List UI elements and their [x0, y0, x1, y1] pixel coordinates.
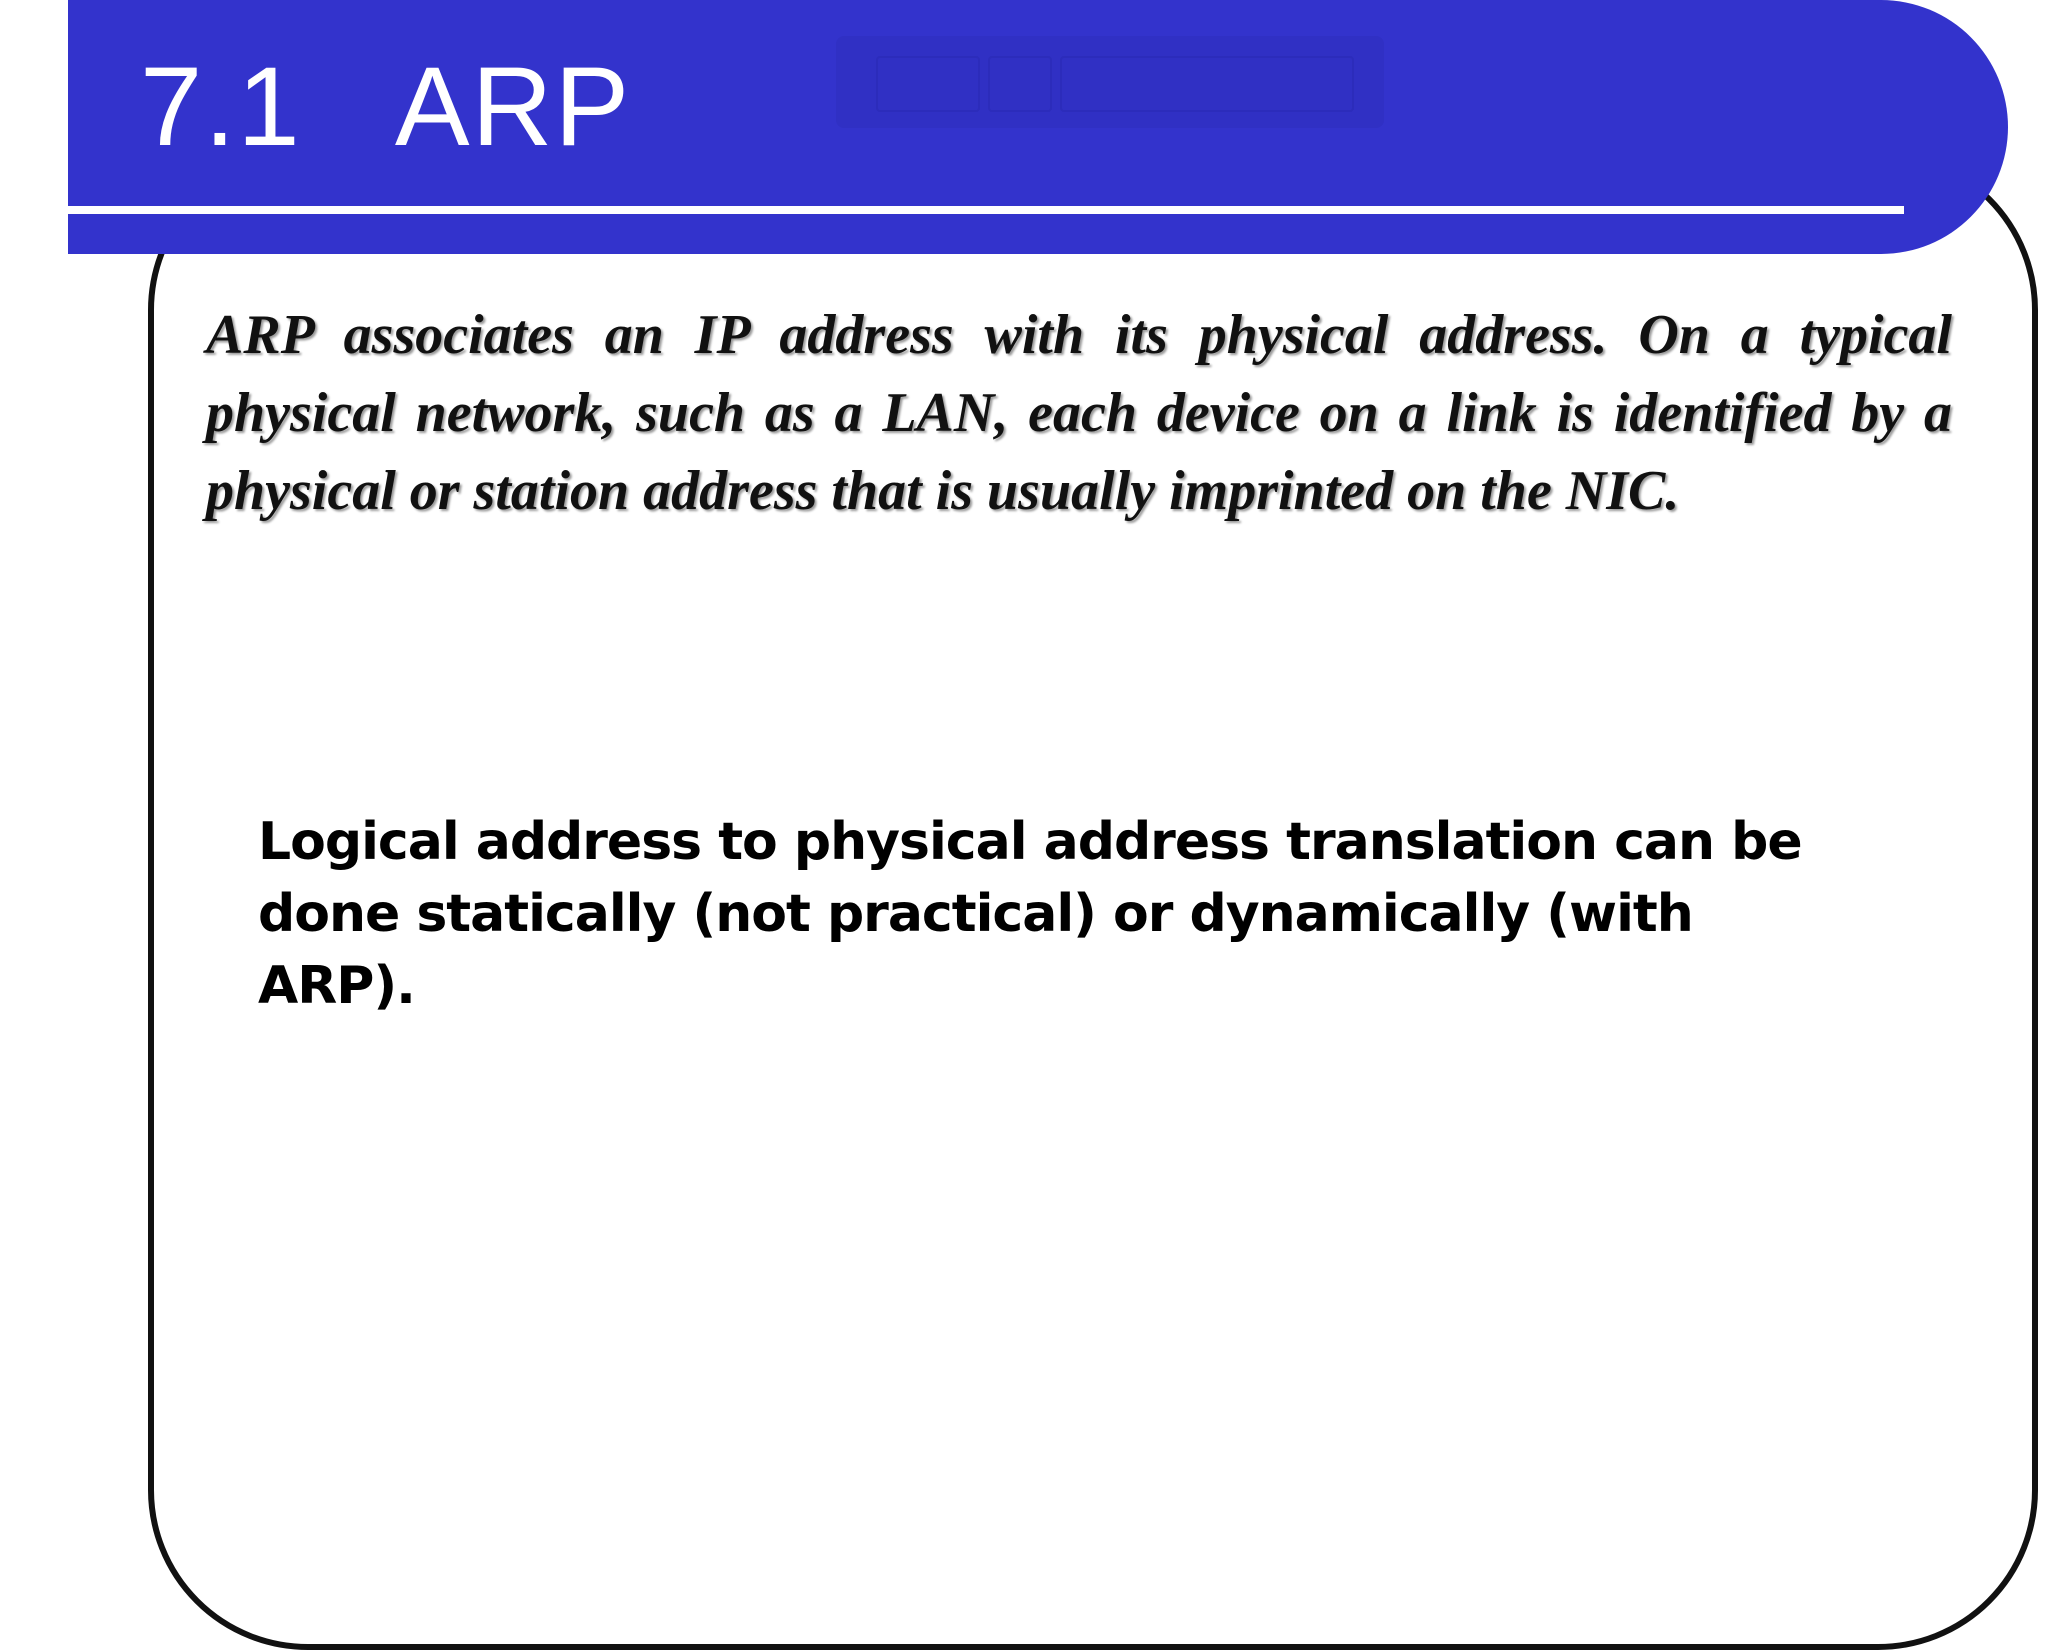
translation-note-paragraph: [258, 806, 1818, 1022]
title-underline-rule: [68, 206, 1904, 214]
slide-title: 7.1 ARP: [140, 44, 632, 169]
faint-decoration-cell: [988, 56, 1052, 112]
translation-note-line-2: done statically (not practical) or dynamically (with ARP).: [258, 884, 1693, 1016]
faint-decoration-cell: [876, 56, 980, 112]
faint-header-decoration: [836, 36, 1384, 128]
faint-decoration-cell: [1060, 56, 1354, 112]
arp-definition-paragraph: ARP associates an IP address with its physical address. On a typical physical network, such as a LAN, each device on a link is identified by a physical or station address that is usually imprinted on the NIC.: [206, 304, 1952, 522]
translation-note-line-1: Logical address to physical address translation can be: [258, 812, 1802, 872]
